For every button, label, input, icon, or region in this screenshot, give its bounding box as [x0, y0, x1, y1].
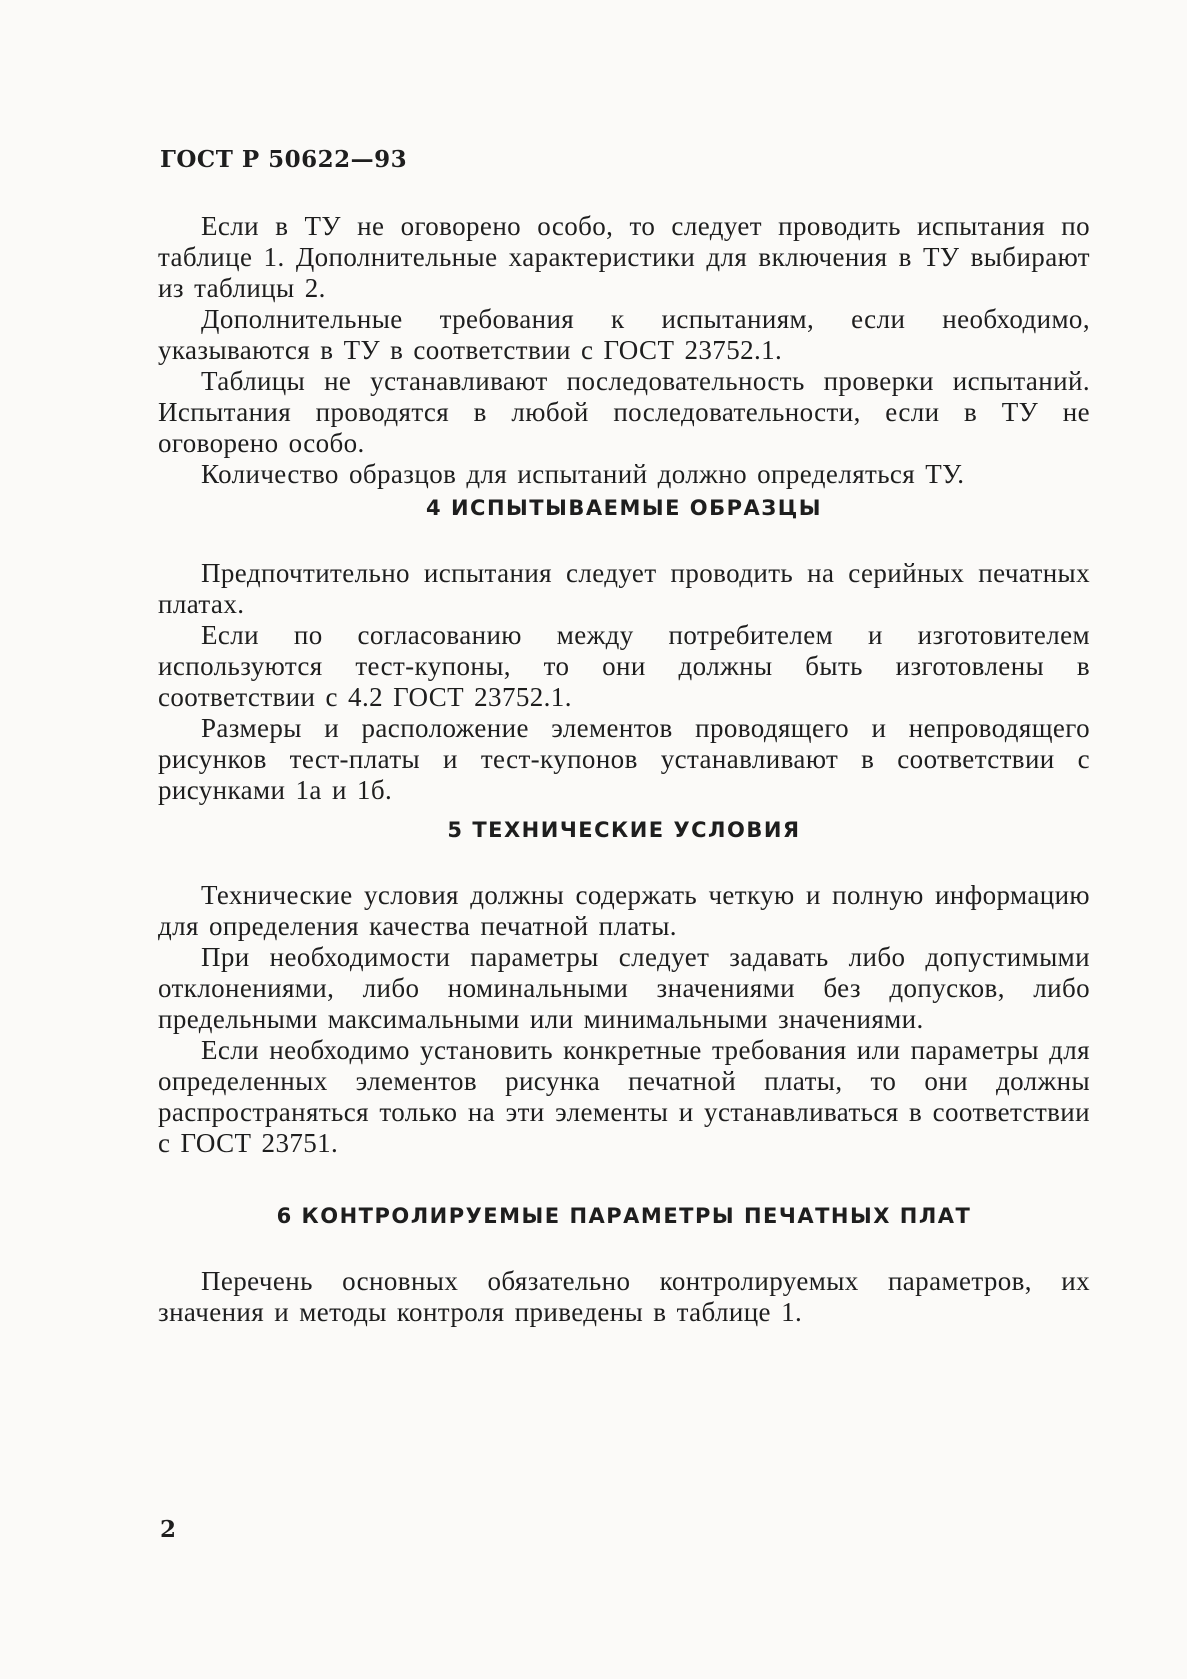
section-6-text [158, 1266, 1090, 1328]
page-number: 2 [160, 1516, 177, 1543]
section-heading: 6 КОНТРОЛИРУЕМЫЕ ПАРАМЕТРЫ ПЕЧАТНЫХ ПЛАТ [276, 1204, 972, 1228]
document-code: ГОСТ Р 50622—93 [160, 146, 408, 173]
section-heading: 4 ИСПЫТЫВАЕМЫЕ ОБРАЗЦЫ [426, 496, 822, 520]
intro-text [158, 211, 1090, 490]
section-4-text [158, 558, 1090, 806]
paragraph: Таблицы не устанавливают последовательность проверки испытаний. Испытания проводятся в любой последовательности, если в ТУ не оговорено особо. [158, 366, 1090, 458]
paragraph: Если в ТУ не оговорено особо, то следует проводить испытания по таблице 1. Дополнительные характеристики для включения в ТУ выбирают из таблицы 2. [158, 211, 1090, 303]
paragraph: Дополнительные требования к испытаниям, если необходимо, указываются в ТУ в соответствии с ГОСТ 23752.1. [158, 304, 1090, 365]
paragraph: Предпочтительно испытания следует проводить на серийных печатных платах. [158, 558, 1090, 619]
paragraph: Размеры и расположение элементов проводящего и непроводящего рисунков тест-платы и тест-купонов устанавливают в соответствии с рисунками 1а и 1б. [158, 713, 1090, 805]
paragraph: Если необходимо установить конкретные требования или параметры для определенных элементов рисунка печатной платы, то они должны распространяться только на эти элементы и устанавливаться в соответствии с ГОСТ 23751. [158, 1035, 1090, 1158]
paragraph: При необходимости параметры следует задавать либо допустимыми отклонениями, либо номинальными значениями без допусков, либо предельными максимальными или минимальными значениями. [158, 942, 1090, 1034]
section-heading: 5 ТЕХНИЧЕСКИЕ УСЛОВИЯ [447, 818, 801, 842]
document-page [158, 0, 1090, 1679]
paragraph: Технические условия должны содержать четкую и полную информацию для определения качества печатной платы. [158, 880, 1090, 941]
section-5-text [158, 880, 1090, 1159]
paragraph: Перечень основных обязательно контролируемых параметров, их значения и методы контроля приведены в таблице 1. [158, 1266, 1090, 1327]
paragraph: Если по согласованию между потребителем и изготовителем используются тест-купоны, то они должны быть изготовлены в соответствии с 4.2 ГОСТ 23752.1. [158, 620, 1090, 712]
paragraph: Количество образцов для испытаний должно определяться ТУ. [201, 459, 965, 489]
